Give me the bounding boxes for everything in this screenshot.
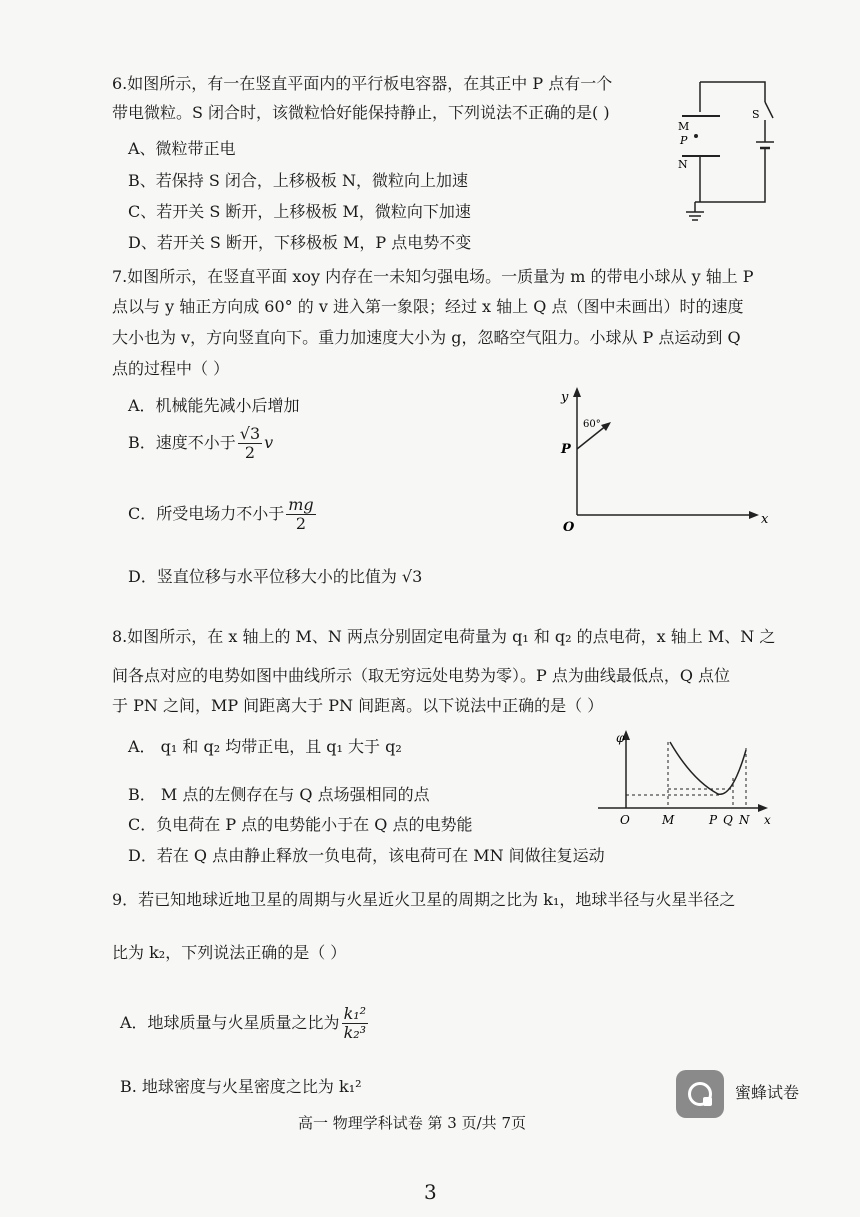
fraction-denominator: k₂³: [343, 1023, 367, 1042]
q7-option-a: A．机械能先减小后增加: [128, 396, 300, 415]
q9-option-b: B. 地球密度与火星密度之比为 k₁²: [120, 1077, 362, 1096]
fig-label-o: O: [620, 813, 630, 827]
q7-stem-line2: 点以与 y 轴正方向成 60° 的 v 进入第一象限；经过 x 轴上 Q 点（图中未画出）时的速度: [112, 297, 744, 316]
fig-label-s: S: [752, 108, 760, 121]
q6-option-c: C、若开关 S 断开，上移极板 M，微粒向下加速: [128, 202, 471, 221]
q7-option-c: [128, 496, 318, 533]
fig-label-m: M: [678, 120, 690, 133]
q6-option-a: A、微粒带正电: [128, 139, 236, 158]
page-footer: 高一 物理学科试卷 第 3 页/共 7页: [298, 1114, 526, 1132]
q7-option-c-text: C．所受电场力不小于: [128, 504, 285, 523]
q6-stem-line1: 6.如图所示，有一在竖直平面内的平行板电容器，在其正中 P 点有一个: [112, 74, 613, 93]
fig-label-angle: 60°: [583, 419, 601, 430]
fig-label-n: N: [739, 813, 750, 827]
fraction-numerator: k₁²: [343, 1004, 367, 1023]
q7-option-b-unit: v: [264, 433, 274, 452]
fig-label-y: y: [561, 390, 569, 405]
q8-stem-line3: 于 PN 之间，MP 间距离大于 PN 间距离。以下说法中正确的是（ ）: [112, 696, 604, 715]
fig-label-p: P: [680, 134, 688, 147]
fraction-denominator: 2: [295, 514, 307, 533]
q7-stem-line3: 大小也为 v，方向竖直向下。重力加速度大小为 g，忽略空气阻力。小球从 P 点运动到 Q: [112, 328, 741, 347]
fig-label-x: x: [764, 813, 771, 827]
q6-stem-line2: 带电微粒。S 闭合时，该微粒恰好能保持静止，下列说法不正确的是( ): [112, 103, 610, 122]
fraction-numerator: √3: [239, 424, 261, 443]
q7-option-b: [128, 425, 273, 462]
q8-option-b: B． M 点的左侧存在与 Q 点场强相同的点: [128, 785, 430, 804]
q9-option-a-text: A．地球质量与火星质量之比为: [120, 1013, 340, 1032]
fig-label-p: P: [709, 813, 718, 827]
brand-logo-icon: [676, 1070, 724, 1118]
q6-option-d: D、若开关 S 断开，下移极板 M，P 点电势不变: [128, 233, 472, 252]
fig-label-q: Q: [723, 813, 733, 827]
q6-capacitor-circuit-figure: [670, 72, 790, 222]
fig-label-n: N: [678, 158, 688, 171]
q9-stem-line2: 比为 k₂，下列说法正确的是（ ）: [112, 943, 347, 962]
q7-option-c-fraction: [286, 496, 315, 533]
q9-stem-line1: 9．若已知地球近地卫星的周期与火星近火卫星的周期之比为 k₁，地球半径与火星半径之: [112, 890, 736, 909]
q7-option-b-fraction: [238, 425, 262, 462]
fig-label-p: P: [561, 442, 571, 457]
q8-option-a: A． q₁ 和 q₂ 均带正电，且 q₁ 大于 q₂: [128, 737, 402, 756]
q6-option-b: B、若保持 S 闭合，上移极板 N，微粒向上加速: [128, 171, 468, 190]
q8-option-c: C．负电荷在 P 点的电势能小于在 Q 点的电势能: [128, 815, 473, 834]
q7-stem-line1: 7.如图所示，在竖直平面 xoy 内存在一未知匀强电场。一质量为 m 的带电小球从 y 轴上 P: [112, 267, 754, 286]
q7-option-b-text: B．速度不小于: [128, 433, 236, 452]
q8-stem-line2: 间各点对应的电势如图中曲线所示（取无穷远处电势为零）。P 点为曲线最低点，Q 点位: [112, 666, 731, 685]
page-number: 3: [424, 1180, 437, 1204]
fig-label-o: O: [563, 520, 575, 535]
q8-stem-line1: 8.如图所示，在 x 轴上的 M、N 两点分别固定电荷量为 q₁ 和 q₂ 的点电荷，x 轴上 M、N 之: [112, 627, 776, 646]
fraction-denominator: 2: [244, 443, 256, 462]
fraction-numerator: mg: [288, 495, 314, 514]
logo-dot-icon: [703, 1097, 712, 1106]
q7-coordinate-figure: [555, 385, 775, 535]
fig-label-m: M: [662, 813, 675, 827]
q7-option-d: D．竖直位移与水平位移大小的比值为 √3: [128, 567, 423, 586]
brand-name: 蜜蜂试卷: [735, 1083, 800, 1102]
fig-label-x: x: [761, 512, 769, 527]
q8-potential-graph-figure: [596, 728, 780, 828]
fig-label-phi: φ: [616, 731, 625, 745]
q7-stem-line4: 点的过程中（ ）: [112, 359, 230, 378]
q8-option-d: D．若在 Q 点由静止释放一负电荷，该电荷可在 MN 间做往复运动: [128, 846, 605, 865]
q9-option-a: [120, 1003, 370, 1043]
q9-option-a-fraction: [342, 1005, 369, 1042]
